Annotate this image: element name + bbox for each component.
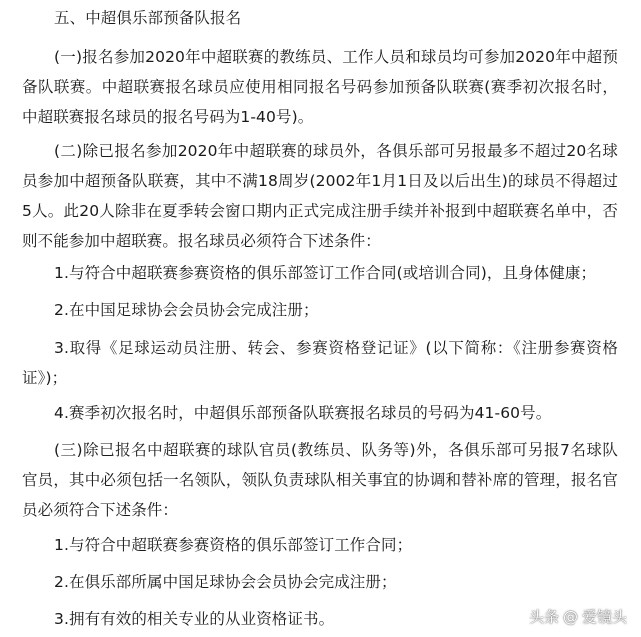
paragraph-2: (二)除已报名参加2020年中超联赛的球员外，各俱乐部可另报最多不超过20名球员参加中超预备队联赛，其中不满18周岁(2002年1月1日及以后出生)的球员不得超过5人。此20人除非在夏季转会窗口期内正式完成注册手续并补报到中超联赛名单中，否则不能参加中超联赛。报名球员必须符合下述条件： [22, 142, 618, 250]
paragraph-1: (一)报名参加2020年中超联赛的教练员、工作人员和球员均可参加2020年中超预备队联赛。中超联赛报名球员应使用相同报名号码参加预备队联赛(赛季初次报名时，中超联赛报名球员的报名号码为1-40号)。 [22, 48, 618, 126]
paragraph-5: 3.取得《足球运动员注册、转会、参赛资格登记证》(以下简称：《注册参赛资格证》)； [22, 339, 618, 387]
watermark-author: 爱镜头 [581, 608, 627, 626]
paragraph-3: 1.与符合中超联赛参赛资格的俱乐部签订工作合同(或培训合同)，且身体健康； [54, 264, 597, 282]
watermark-brand: 头条 [528, 608, 559, 626]
paragraph-8: 1.与符合中超联赛参赛资格的俱乐部签订工作合同； [54, 536, 413, 554]
paragraph-4: 2.在中国足球协会会员协会完成注册； [54, 301, 319, 319]
paragraph-9: 2.在俱乐部所属中国足球协会会员协会完成注册； [54, 573, 397, 591]
watermark [529, 606, 627, 627]
paragraph-6: 4.赛季初次报名时，中超俱乐部预备队联赛报名球员的号码为41-60号。 [54, 404, 552, 422]
paragraph-10: 3.拥有有效的相关专业的从业资格证书。 [54, 610, 335, 628]
paragraph-7: (三)除已报名中超联赛的球队官员(教练员、队务等)外，各俱乐部可另报7名球队官员，其中必须包括一名领队，领队负责球队相关事宜的协调和替补席的管理，报名官员必须符合下述条件： [22, 441, 618, 519]
watermark-at: @ [562, 607, 578, 626]
section-heading: 五、中超俱乐部预备队报名 [54, 9, 242, 27]
